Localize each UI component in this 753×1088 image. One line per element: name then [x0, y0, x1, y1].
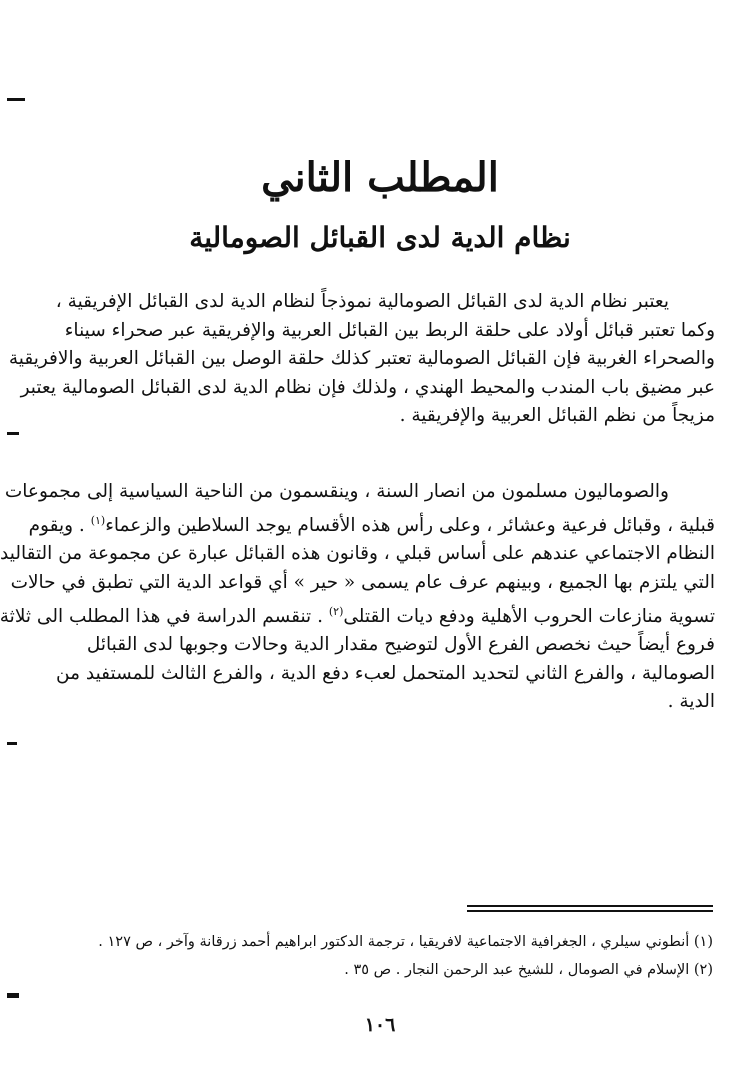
paragraph-line: عبر مضيق باب المندب والمحيط الهندي ، ولذلك فإن نظام الدية لدى القبائل الصومالية يعتبر	[20, 376, 715, 398]
paragraph-line: فروع أيضاً حيث نخصص الفرع الأول لتوضيح مقدار الدية وحالات وجوبها لدى القبائل	[86, 634, 715, 656]
scan-edge-mark	[7, 98, 25, 101]
footnote-2: (٢) الإسلام في الصومال ، للشيخ عبد الرحمن النجار . ص ٣٥ .	[344, 962, 713, 978]
paragraph-line	[0, 598, 715, 632]
paragraph-line: النظام الاجتماعي عندهم على أساس قبلي ، وقانون هذه القبائل عبارة عن مجموعة من التقاليد	[0, 543, 715, 565]
paragraph-line: مزيجاً من نظم القبائل العربية والإفريقية .	[399, 405, 715, 427]
paragraph-line: والصحراء الغربية فإن القبائل الصومالية تعتبر كذلك حلقة الوصل بين القبائل العربية والافريقية	[8, 348, 715, 370]
paragraph-line: وكما تعتبر قبائل أولاد على حلقة الربط بين القبائل العربية والإفريقية عبر صحراء سيناء	[64, 319, 715, 341]
footnote-rule-line	[467, 905, 713, 907]
paragraph-line	[28, 507, 715, 541]
paragraph-2	[0, 478, 715, 717]
paragraph-text: . تنقسم الدراسة في هذا المطلب الى ثلاثة	[0, 605, 329, 627]
footnote-rule-line	[467, 910, 713, 912]
paragraph-text: . ويقوم	[28, 514, 91, 536]
paragraph-1	[8, 288, 715, 431]
chapter-title: المطلب الثاني	[261, 154, 499, 201]
paragraph-line: الدية .	[667, 691, 715, 713]
footnote-1: (١) أنطوني سيلري ، الجغرافية الاجتماعية لافريقيا ، ترجمة الدكتور ابراهيم أحمد زرقانة وآخر ، ص ١٢٧ .	[98, 934, 713, 950]
section-title: نظام الدية لدى القبائل الصومالية	[189, 221, 571, 254]
paragraph-line: يعتبر نظام الدية لدى القبائل الصومالية نموذجاً لنظام الدية لدى القبائل الإفريقية ،	[55, 291, 669, 312]
paragraph-text: تسوية منازعات الحروب الأهلية ودفع ديات القتلى	[343, 605, 715, 627]
paragraph-line: التي يلتزم بها الجميع ، وبينهم عرف عام يسمى « حير » أي قواعد الدية التي تطبق في حالات	[10, 571, 715, 593]
paragraph-line: الصومالية ، والفرع الثاني لتحديد المتحمل لعبء دفع الدية ، والفرع الثالث للمستفيد من	[56, 662, 715, 684]
footnote-ref-1: (١)	[90, 513, 106, 527]
scan-edge-mark	[7, 432, 19, 435]
paragraph-text: قبلية ، وقبائل فرعية وعشائر ، وعلى رأس هذه الأقسام يوجد السلاطين والزعماء	[105, 514, 715, 536]
footnote-ref-2: (٢)	[328, 604, 344, 618]
footnotes	[63, 928, 713, 984]
footnote-separator	[467, 905, 713, 915]
scan-edge-mark	[7, 993, 19, 998]
paragraph-line: والصوماليون مسلمون من انصار السنة ، وينقسمون من الناحية السياسية إلى مجموعات	[4, 481, 669, 502]
scan-edge-mark	[7, 742, 17, 745]
page-number: ١٠٦	[364, 1014, 396, 1036]
